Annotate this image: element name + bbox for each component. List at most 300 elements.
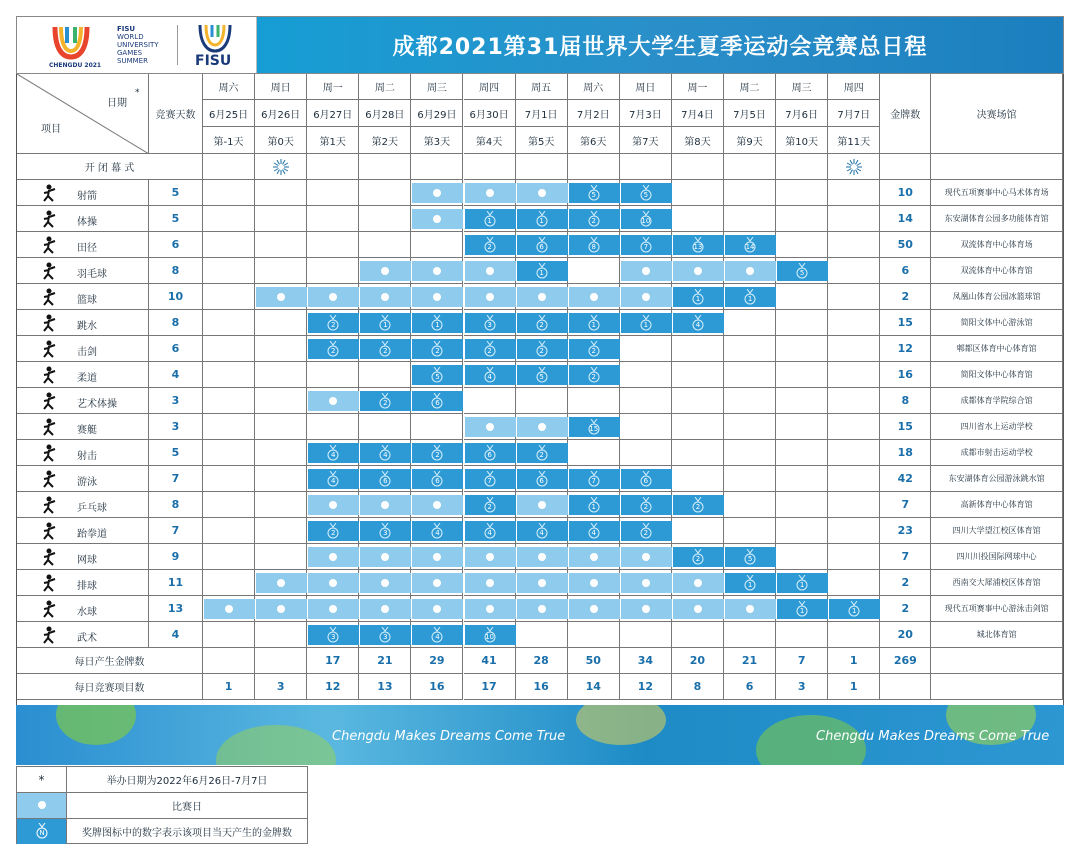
schedule-cell bbox=[255, 388, 307, 414]
medal-icon bbox=[326, 445, 340, 461]
schedule-cell bbox=[828, 466, 880, 492]
medal-count: 6 bbox=[383, 477, 388, 485]
medal-count: 7 bbox=[591, 477, 596, 485]
medal-icon bbox=[430, 523, 444, 539]
sport-pictogram-icon bbox=[41, 522, 63, 540]
medal-icon bbox=[430, 471, 444, 487]
medal-count: 2 bbox=[539, 347, 544, 355]
competition-dot bbox=[746, 267, 754, 275]
sport-venue-cell: 西南交大犀浦校区体育馆 bbox=[931, 570, 1063, 596]
legend-medal-swatch bbox=[17, 819, 67, 844]
schedule-cell bbox=[776, 284, 828, 310]
medal-count: 2 bbox=[331, 347, 336, 355]
sport-name: 柔道 bbox=[77, 373, 97, 384]
sport-pictogram-icon bbox=[41, 600, 63, 618]
sport-name: 田径 bbox=[77, 243, 97, 254]
sport-name-cell bbox=[17, 440, 149, 466]
schedule-cell bbox=[776, 518, 828, 544]
sport-name: 武术 bbox=[77, 633, 97, 644]
schedule-cell bbox=[724, 518, 776, 544]
schedule-cell bbox=[255, 180, 307, 206]
medal-count: 4 bbox=[487, 373, 492, 381]
schedule-cell bbox=[255, 518, 307, 544]
sport-pictogram-icon bbox=[41, 314, 63, 332]
schedule-cell bbox=[203, 466, 255, 492]
date-cell: 7月6日 bbox=[776, 100, 828, 127]
medal-icon bbox=[326, 341, 340, 357]
sport-name: 赛艇 bbox=[77, 425, 97, 436]
sport-days-cell: 8 bbox=[149, 492, 203, 518]
schedule-cell bbox=[307, 180, 359, 206]
schedule-cell bbox=[672, 180, 724, 206]
sport-name-cell bbox=[17, 622, 149, 648]
medal-icon bbox=[587, 237, 601, 253]
medal-icon bbox=[535, 523, 549, 539]
schedule-cell bbox=[672, 388, 724, 414]
schedule-cell bbox=[203, 518, 255, 544]
daynum-cell: 第3天 bbox=[411, 127, 463, 154]
schedule-cell bbox=[672, 362, 724, 388]
schedule-cell bbox=[620, 440, 672, 466]
medal-icon bbox=[691, 549, 705, 565]
medal-icon bbox=[743, 575, 757, 591]
sport-days-cell: 7 bbox=[149, 518, 203, 544]
medal-icon bbox=[430, 445, 444, 461]
sport-name-cell bbox=[17, 388, 149, 414]
medal-count: 1 bbox=[799, 607, 805, 615]
schedule-cell bbox=[568, 622, 620, 648]
medal-count: 3 bbox=[487, 321, 492, 329]
medal-icon bbox=[483, 341, 497, 357]
medal-icon bbox=[326, 627, 340, 643]
medal-count: 6 bbox=[539, 243, 544, 251]
medal-icon bbox=[483, 471, 497, 487]
medal-count: 2 bbox=[643, 529, 649, 537]
schedule-cell bbox=[307, 362, 359, 388]
legend-text: 奖牌图标中的数字表示该项目当天产生的金牌数 bbox=[82, 828, 292, 839]
medal-count: 8 bbox=[591, 243, 596, 251]
sport-name: 射箭 bbox=[77, 191, 97, 202]
schedule-cell bbox=[203, 544, 255, 570]
sport-venue-cell: 简阳文体中心体育馆 bbox=[931, 362, 1063, 388]
sport-medals-cell: 2 bbox=[880, 284, 931, 310]
daynum-cell: 第2天 bbox=[359, 127, 411, 154]
competition-dot bbox=[642, 293, 650, 301]
schedule-cell bbox=[776, 336, 828, 362]
sport-name-cell bbox=[17, 206, 149, 232]
schedule-cell bbox=[255, 310, 307, 336]
schedule-cell bbox=[307, 414, 359, 440]
medal-count: 2 bbox=[435, 451, 440, 459]
schedule-cell bbox=[255, 258, 307, 284]
medal-count: 2 bbox=[435, 347, 440, 355]
sport-venue-cell: 凤凰山体育公园冰篮球馆 bbox=[931, 284, 1063, 310]
schedule-cell bbox=[359, 206, 411, 232]
schedule-cell bbox=[828, 362, 880, 388]
medal-icon bbox=[430, 627, 444, 643]
sport-medals-cell: 7 bbox=[880, 544, 931, 570]
schedule-cell bbox=[672, 336, 724, 362]
sport-days-cell: 5 bbox=[149, 440, 203, 466]
days-header: 竞赛天数 bbox=[149, 74, 203, 154]
daynum-cell: 第6天 bbox=[568, 127, 620, 154]
daily-medals-cell: 21 bbox=[359, 648, 411, 674]
sport-name: 网球 bbox=[77, 555, 97, 566]
ceremony-cell bbox=[672, 154, 724, 180]
sport-pictogram-icon bbox=[41, 444, 63, 462]
schedule-cell bbox=[724, 492, 776, 518]
medal-count: 13 bbox=[693, 243, 703, 251]
medal-count: 4 bbox=[435, 529, 440, 537]
schedule-cell bbox=[359, 362, 411, 388]
schedule-cell bbox=[724, 440, 776, 466]
medal-count: 5 bbox=[799, 269, 805, 277]
sport-pictogram-icon bbox=[41, 210, 63, 228]
sport-pictogram-icon bbox=[41, 392, 63, 410]
sport-name-cell bbox=[17, 284, 149, 310]
medal-count: 6 bbox=[539, 477, 544, 485]
daily-medals-cell: 29 bbox=[411, 648, 463, 674]
sport-medals-cell: 23 bbox=[880, 518, 931, 544]
weekday-cell: 周一 bbox=[307, 74, 359, 100]
medal-count: 2 bbox=[331, 321, 336, 329]
legend-text: 举办日期为2022年6月26日-7月7日 bbox=[106, 776, 268, 787]
medal-icon bbox=[326, 315, 340, 331]
medal-count: 1 bbox=[799, 581, 805, 589]
sport-name-cell bbox=[17, 336, 149, 362]
schedule-cell bbox=[255, 414, 307, 440]
medal-count: 2 bbox=[539, 321, 544, 329]
sport-name-cell bbox=[17, 258, 149, 284]
medal-icon bbox=[535, 237, 549, 253]
sport-medals-cell: 16 bbox=[880, 362, 931, 388]
medal-icon bbox=[378, 341, 392, 357]
medal-icon bbox=[639, 523, 653, 539]
medal-icon bbox=[587, 367, 601, 383]
sport-medals-cell: 18 bbox=[880, 440, 931, 466]
schedule-cell bbox=[203, 284, 255, 310]
schedule-cell bbox=[776, 362, 828, 388]
sport-days-cell: 4 bbox=[149, 622, 203, 648]
medal-icon bbox=[378, 523, 392, 539]
medals-header: 金牌数 bbox=[880, 74, 931, 154]
medal-icon bbox=[483, 367, 497, 383]
schedule-cell bbox=[255, 362, 307, 388]
schedule-cell bbox=[724, 388, 776, 414]
competition-dot bbox=[590, 293, 598, 301]
sport-name-cell bbox=[17, 518, 149, 544]
daily-medals-cell: 7 bbox=[776, 648, 828, 674]
schedule-cell bbox=[359, 180, 411, 206]
medal-icon bbox=[743, 237, 757, 253]
schedule-cell bbox=[776, 466, 828, 492]
corner-date-label: 日期 bbox=[107, 98, 127, 109]
daily-events-cell: 12 bbox=[620, 674, 672, 700]
medal-icon bbox=[535, 341, 549, 357]
schedule-cell bbox=[776, 492, 828, 518]
schedule-cell bbox=[672, 518, 724, 544]
sport-venue-cell: 成都体育学院综合馆 bbox=[931, 388, 1063, 414]
schedule-cell bbox=[203, 258, 255, 284]
daily-medals-cell: 1 bbox=[828, 648, 880, 674]
medal-icon bbox=[535, 211, 549, 227]
sport-venue-cell: 成都市射击运动学校 bbox=[931, 440, 1063, 466]
medal-icon bbox=[691, 497, 705, 513]
daily-medals-cell: 28 bbox=[516, 648, 568, 674]
blank-cell bbox=[931, 648, 1063, 674]
ceremony-cell bbox=[516, 154, 568, 180]
sport-name-cell bbox=[17, 466, 149, 492]
medal-icon bbox=[535, 445, 549, 461]
schedule-cell bbox=[203, 206, 255, 232]
daily-medals-label: 每日产生金牌数 bbox=[17, 648, 203, 674]
sport-venue-cell: 城北体育馆 bbox=[931, 622, 1063, 648]
daily-events-cell: 3 bbox=[255, 674, 307, 700]
daynum-cell: 第4天 bbox=[464, 127, 516, 154]
medal-icon bbox=[483, 445, 497, 461]
medal-count: 10 bbox=[641, 217, 651, 225]
ceremony-cell bbox=[620, 154, 672, 180]
medal-count: 5 bbox=[539, 373, 544, 381]
date-cell: 7月5日 bbox=[724, 100, 776, 127]
schedule-cell bbox=[776, 544, 828, 570]
sport-name-cell bbox=[17, 596, 149, 622]
sport-pictogram-icon bbox=[41, 574, 63, 592]
medal-icon bbox=[483, 315, 497, 331]
competition-dot bbox=[642, 605, 650, 613]
schedule-cell bbox=[255, 206, 307, 232]
sport-name: 艺术体操 bbox=[77, 399, 117, 410]
schedule-cell bbox=[255, 440, 307, 466]
daily-events-cell: 16 bbox=[516, 674, 568, 700]
schedule-cell bbox=[828, 492, 880, 518]
schedule-cell bbox=[724, 622, 776, 648]
daily-events-cell: 17 bbox=[464, 674, 516, 700]
medal-count: 2 bbox=[591, 373, 596, 381]
sport-medals-cell: 2 bbox=[880, 596, 931, 622]
fireworks-icon bbox=[271, 157, 291, 177]
schedule-cell bbox=[516, 622, 568, 648]
sport-pictogram-icon bbox=[41, 626, 63, 644]
logo-area bbox=[17, 17, 257, 73]
sport-days-cell: 5 bbox=[149, 180, 203, 206]
sport-venue-cell: 郫都区体育中心体育馆 bbox=[931, 336, 1063, 362]
medal-icon bbox=[691, 315, 705, 331]
fireworks-icon bbox=[844, 157, 864, 177]
sport-venue-cell: 四川川投国际网球中心 bbox=[931, 544, 1063, 570]
competition-dot bbox=[486, 553, 494, 561]
schedule-cell bbox=[203, 492, 255, 518]
daily-events-cell: 1 bbox=[828, 674, 880, 700]
daynum-cell: 第1天 bbox=[307, 127, 359, 154]
ceremony-cell bbox=[411, 154, 463, 180]
legend-text: 比赛日 bbox=[172, 802, 202, 813]
medal-count: 2 bbox=[591, 347, 596, 355]
medal-count: 3 bbox=[383, 633, 388, 641]
sport-pictogram-icon bbox=[41, 262, 63, 280]
schedule-cell bbox=[672, 622, 724, 648]
medal-count: 4 bbox=[383, 451, 388, 459]
medal-count: 4 bbox=[331, 451, 336, 459]
sport-name-cell bbox=[17, 544, 149, 570]
schedule-cell bbox=[776, 440, 828, 466]
daily-medals-cell: 17 bbox=[307, 648, 359, 674]
medal-count: 1 bbox=[435, 321, 440, 329]
date-cell: 6月26日 bbox=[255, 100, 307, 127]
schedule-cell bbox=[620, 414, 672, 440]
schedule-cell bbox=[776, 388, 828, 414]
ceremony-medal-cell bbox=[880, 154, 931, 180]
medal-count: 2 bbox=[591, 217, 596, 225]
schedule-cell bbox=[828, 336, 880, 362]
schedule-cell bbox=[203, 440, 255, 466]
daily-medals-cell bbox=[255, 648, 307, 674]
daily-events-cell: 3 bbox=[776, 674, 828, 700]
competition-dot bbox=[642, 579, 650, 587]
slogan-right: Chengdu Makes Dreams Come True bbox=[816, 729, 1050, 744]
medal-count: 6 bbox=[487, 451, 492, 459]
sport-name: 体操 bbox=[77, 217, 97, 228]
daily-medals-cell: 50 bbox=[568, 648, 620, 674]
medal-icon bbox=[483, 497, 497, 513]
corner-star: * bbox=[135, 88, 140, 98]
sport-venue-cell: 简阳文体中心游泳馆 bbox=[931, 310, 1063, 336]
sport-medals-cell: 2 bbox=[880, 570, 931, 596]
medal-icon bbox=[691, 289, 705, 305]
daily-events-cell: 12 bbox=[307, 674, 359, 700]
medal-count: 1 bbox=[747, 581, 753, 589]
competition-dot bbox=[486, 423, 494, 431]
schedule-cell bbox=[307, 258, 359, 284]
daynum-cell: 第-1天 bbox=[203, 127, 255, 154]
competition-dot bbox=[746, 605, 754, 613]
medal-icon bbox=[535, 315, 549, 331]
medal-icon bbox=[639, 237, 653, 253]
medal-count: 6 bbox=[435, 399, 440, 407]
medal-icon bbox=[378, 627, 392, 643]
medal-count: 2 bbox=[539, 451, 544, 459]
medal-count: 15 bbox=[589, 425, 599, 433]
daynum-cell: 第8天 bbox=[672, 127, 724, 154]
schedule-cell bbox=[776, 622, 828, 648]
schedule-cell bbox=[828, 440, 880, 466]
daily-events-cell: 1 bbox=[203, 674, 255, 700]
schedule-cell bbox=[620, 388, 672, 414]
daily-events-cell: 6 bbox=[724, 674, 776, 700]
schedule-cell bbox=[828, 518, 880, 544]
venue-header: 决赛场馆 bbox=[931, 74, 1063, 154]
sport-name: 跆拳道 bbox=[77, 529, 107, 540]
schedule-cell bbox=[411, 414, 463, 440]
medal-count: 1 bbox=[487, 217, 492, 225]
medal-icon bbox=[378, 471, 392, 487]
sport-venue-cell: 现代五项赛事中心马术体育场 bbox=[931, 180, 1063, 206]
medal-count: 2 bbox=[487, 503, 492, 511]
sport-medals-cell: 15 bbox=[880, 414, 931, 440]
medal-count: 6 bbox=[435, 477, 440, 485]
sport-medals-cell: 7 bbox=[880, 492, 931, 518]
competition-dot bbox=[538, 423, 546, 431]
schedule-cell bbox=[828, 544, 880, 570]
medal-count: 7 bbox=[643, 243, 649, 251]
schedule-cell bbox=[776, 206, 828, 232]
blank-cell bbox=[880, 674, 931, 700]
sport-days-cell: 6 bbox=[149, 336, 203, 362]
fisu-text-block: FISU WORLD UNIVERSITY GAMES SUMMER bbox=[117, 25, 159, 65]
schedule-cell bbox=[620, 622, 672, 648]
competition-dot bbox=[538, 293, 546, 301]
sport-days-cell: 4 bbox=[149, 362, 203, 388]
competition-dot bbox=[642, 267, 650, 275]
schedule-cell bbox=[828, 284, 880, 310]
competition-dot bbox=[225, 605, 233, 613]
daily-medals-cell: 41 bbox=[464, 648, 516, 674]
legend-row-medal bbox=[17, 819, 307, 845]
corner-header bbox=[17, 74, 149, 154]
slogan-left: Chengdu Makes Dreams Come True bbox=[332, 729, 566, 744]
schedule-cell bbox=[724, 180, 776, 206]
schedule-cell bbox=[516, 388, 568, 414]
sport-name-cell bbox=[17, 180, 149, 206]
sport-name-cell bbox=[17, 492, 149, 518]
daily-medals-cell: 20 bbox=[672, 648, 724, 674]
medal-count: 4 bbox=[591, 529, 596, 537]
medal-count: 2 bbox=[695, 503, 701, 511]
weekday-cell: 周日 bbox=[255, 74, 307, 100]
sport-venue-cell: 四川大学望江校区体育馆 bbox=[931, 518, 1063, 544]
fisu-logo-icon bbox=[197, 23, 233, 53]
competition-dot bbox=[694, 605, 702, 613]
sport-days-cell: 11 bbox=[149, 570, 203, 596]
medal-icon bbox=[430, 341, 444, 357]
date-cell: 6月29日 bbox=[411, 100, 463, 127]
medal-icon bbox=[847, 601, 861, 617]
competition-dot bbox=[538, 189, 546, 197]
sport-venue-cell: 东安湖体育公园游泳跳水馆 bbox=[931, 466, 1063, 492]
sport-name: 跳水 bbox=[77, 321, 97, 332]
sport-name: 乒乓球 bbox=[77, 503, 107, 514]
medal-icon bbox=[795, 575, 809, 591]
sport-name: 羽毛球 bbox=[77, 269, 107, 280]
legend-row-competition-day bbox=[17, 793, 307, 819]
sport-medals-cell: 14 bbox=[880, 206, 931, 232]
weekday-cell: 周日 bbox=[620, 74, 672, 100]
schedule-cell bbox=[776, 232, 828, 258]
schedule-cell bbox=[828, 310, 880, 336]
blank-cell bbox=[931, 674, 1063, 700]
sport-pictogram-icon bbox=[41, 236, 63, 254]
page-title: 成都2021第31届世界大学生夏季运动会竞赛总日程 bbox=[257, 17, 1063, 73]
schedule-cell bbox=[203, 180, 255, 206]
sport-pictogram-icon bbox=[41, 496, 63, 514]
sport-days-cell: 7 bbox=[149, 466, 203, 492]
ceremony-cell bbox=[203, 154, 255, 180]
sport-medals-cell: 12 bbox=[880, 336, 931, 362]
ceremony-label: 开 闭 幕 式 bbox=[17, 154, 203, 180]
weekday-cell: 周五 bbox=[516, 74, 568, 100]
schedule-cell bbox=[255, 232, 307, 258]
sport-venue-cell: 东安湖体育公园多功能体育馆 bbox=[931, 206, 1063, 232]
sport-days-cell: 8 bbox=[149, 310, 203, 336]
schedule-cell bbox=[464, 388, 516, 414]
sport-medals-cell: 50 bbox=[880, 232, 931, 258]
weekday-cell: 周三 bbox=[411, 74, 463, 100]
schedule-cell bbox=[203, 232, 255, 258]
ceremony-cell bbox=[568, 154, 620, 180]
sport-name: 游泳 bbox=[77, 477, 97, 488]
medal-count: 2 bbox=[643, 503, 649, 511]
schedule-table bbox=[16, 74, 1064, 705]
